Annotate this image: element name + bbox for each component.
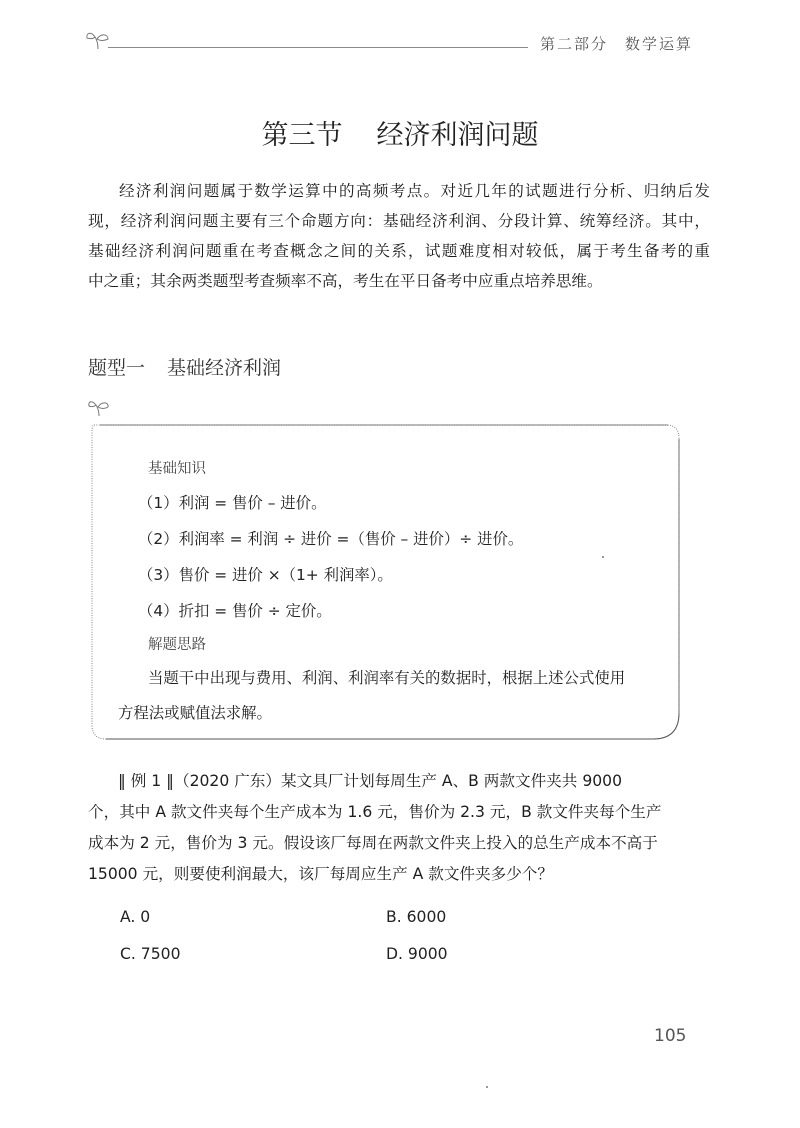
option-d[interactable]: D. 9000	[386, 945, 448, 963]
type-number: 题型一	[88, 357, 146, 379]
intro-line: 基础经济利润问题重在考查概念之间的关系，试题难度相对较低，属于考生备考的重	[88, 242, 710, 260]
intro-paragraph	[88, 176, 710, 296]
approach-line: 当题干中出现与费用、利润、利润率有关的数据时，根据上述公式使用	[148, 669, 626, 687]
basic-knowledge-label: 基础知识	[148, 461, 206, 477]
section-title-text: 经济利润问题	[376, 120, 539, 151]
intro-line: 现，经济利润问题主要有三个命题方向：基础经济利润、分段计算、统筹经济。其中，	[88, 212, 710, 230]
formula-item: （1）利润 = 售价 – 进价。	[138, 494, 327, 512]
page-number: 105	[654, 1026, 687, 1046]
intro-line: 中之重；其余两类题型考查频率不高，考生在平日备考中应重点培养思维。	[88, 272, 603, 290]
approach-label: 解题思路	[148, 637, 206, 653]
example-line: 15000 元，则要使利润最大，该厂每周应生产 A 款文件夹多少个？	[88, 865, 553, 883]
example-line	[88, 766, 710, 797]
example-question	[88, 766, 710, 890]
scan-speck	[486, 1086, 488, 1088]
option-a[interactable]: A. 0	[120, 908, 151, 926]
example-line: 成本为 2 元，售价为 3 元。假设该厂每周在两款文件夹上投入的总生产成本不高于	[88, 834, 658, 852]
formula-item: （2）利润率 = 利润 ÷ 进价 =（售价 – 进价）÷ 进价。	[138, 530, 524, 548]
header-part-title: 第二部分 数学运算	[540, 35, 694, 53]
approach-line: 方程法或赋值法求解。	[118, 704, 272, 722]
scan-speck	[602, 556, 604, 558]
formula-item: （4）折扣 = 售价 ÷ 定价。	[138, 602, 332, 620]
type-heading	[88, 353, 281, 380]
option-b[interactable]: B. 6000	[386, 908, 447, 926]
example-text: （2020 广东）某文具厂计划每周生产 A、B 两款文件夹共 9000	[173, 772, 623, 790]
section-title	[0, 113, 800, 152]
example-line: 个，其中 A 款文件夹每个生产成本为 1.6 元，售价为 2.3 元，B 款文件夹每个生产	[88, 803, 662, 821]
type-title: 基础经济利润	[167, 357, 282, 379]
sprout-ornament-icon	[86, 397, 112, 417]
header-rule	[108, 47, 528, 48]
example-tag: ‖ 例 1 ‖	[118, 772, 174, 790]
section-number: 第三节	[261, 120, 343, 151]
intro-line: 经济利润问题属于数学运算中的高频考点。对近几年的试题进行分析、归纳后发	[119, 182, 710, 200]
option-c[interactable]: C. 7500	[120, 945, 181, 963]
formula-item: （3）售价 = 进价 ×（1+ 利润率）。	[138, 566, 393, 584]
